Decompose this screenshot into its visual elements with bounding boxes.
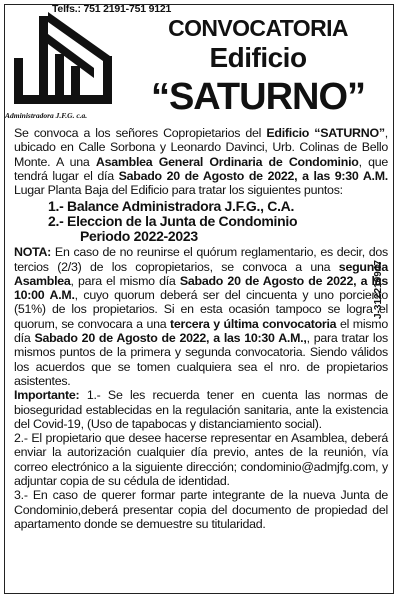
intro-text-3: , que tendrá lugar el día xyxy=(14,154,389,183)
agenda-item-2-period: Periodo 2022-2023 xyxy=(80,227,198,244)
title-convocatoria: CONVOCATORIA xyxy=(168,15,348,41)
nota-label: NOTA: xyxy=(14,245,52,260)
nota-text-4: el mismo día xyxy=(14,316,388,346)
company-name: Administradora J.F.G. c.a. xyxy=(5,111,88,120)
agenda-list xyxy=(48,199,388,243)
nota-second-date: Sabado 20 de Agosto de 2022, a las 10:00 A.M. xyxy=(14,273,388,303)
company-logo xyxy=(6,8,116,108)
nota-text-3: , cuyo quorum deberá ser del cincuenta y uno porciento (51%) de los propietarios. Si en esta ocasión tampoco se logra el quorum, se convocara a una xyxy=(14,288,389,331)
intro-text-4: Lugar Planta Baja del Edificio para tratar los siguientes puntos: xyxy=(14,183,343,198)
intro-text-1: Se convoca a los señores Copropietarios del xyxy=(14,126,267,140)
title-edificio: Edificio xyxy=(209,42,307,73)
intro-paragraph xyxy=(14,126,388,197)
importante-text-1: 1.- Se les recuerda tener en cuenta las normas de bioseguridad establecidas en la regulación sanitaria, ante la existencia del Covid-19, (Uso de tapabocas y distanciamiento social). xyxy=(14,388,388,431)
intro-text-2: , ubicado en Calle Sorbona y Leonardo Davinci, Urb. Colinas de Bello Monte. A una xyxy=(14,126,388,169)
importante-paragraph-1 xyxy=(14,388,388,431)
nota-paragraph xyxy=(14,245,388,388)
intro-date: Sabado 20 de Agosto de 2022, a las 9:30 A.M. xyxy=(118,168,389,183)
intro-building: Edificio “SATURNO” xyxy=(266,126,385,140)
nota-third-call: tercera y última convocatoria xyxy=(170,316,337,331)
intro-assembly: Asamblea General Ordinaria de Condominio xyxy=(95,154,359,169)
nota-text-5: , para tratar los mismos puntos de la primera y segunda convocatoria. Siendo válidos los acuerdos que se tomen cualquiera sea el nro. de propietarios asistentes. xyxy=(14,331,388,388)
agenda-item-2: 2.- Eleccion de la Junta de Condominio xyxy=(48,213,298,230)
nota-text-2: , para el mismo día xyxy=(70,273,180,288)
importante-paragraph-2: 2.- El propietario que desee hacerse representar en Asamblea, deberá enviar la autorización cualquier día previo, antes de la reunión, vía correo electrónico a la siguiente dirección; condominio@admjfg.com, y adjuntar copia de su cédula de identidad. xyxy=(14,431,388,489)
nota-third-date: Sabado 20 de Agosto de 2022, a las 10:30 A.M., xyxy=(34,331,307,346)
importante-paragraph-3: 3.- En caso de querer formar parte integrante de la nueva Junta de Condominio,deberá presentar copia del documento de propiedad del apartamento donde se demuestre su titularidad. xyxy=(14,488,388,531)
nota-text-1: En caso de no reunirse el quórum reglamentario, es decir, dos tercios (2/3) de los copropietarios, se convoca a una xyxy=(14,245,388,274)
title-building-name: “SATURNO” xyxy=(150,76,366,118)
phone-numbers: Telfs.: 751 2191-751 9121 xyxy=(52,3,172,15)
importante-label: Importante: xyxy=(14,388,80,403)
agenda-item-1: 1.- Balance Administradora J.F.G., C.A. xyxy=(48,198,295,215)
nota-second-assembly: segunda Asamblea xyxy=(14,259,388,288)
notice-body xyxy=(14,126,388,531)
rif-code: J-312219947 xyxy=(373,260,384,320)
